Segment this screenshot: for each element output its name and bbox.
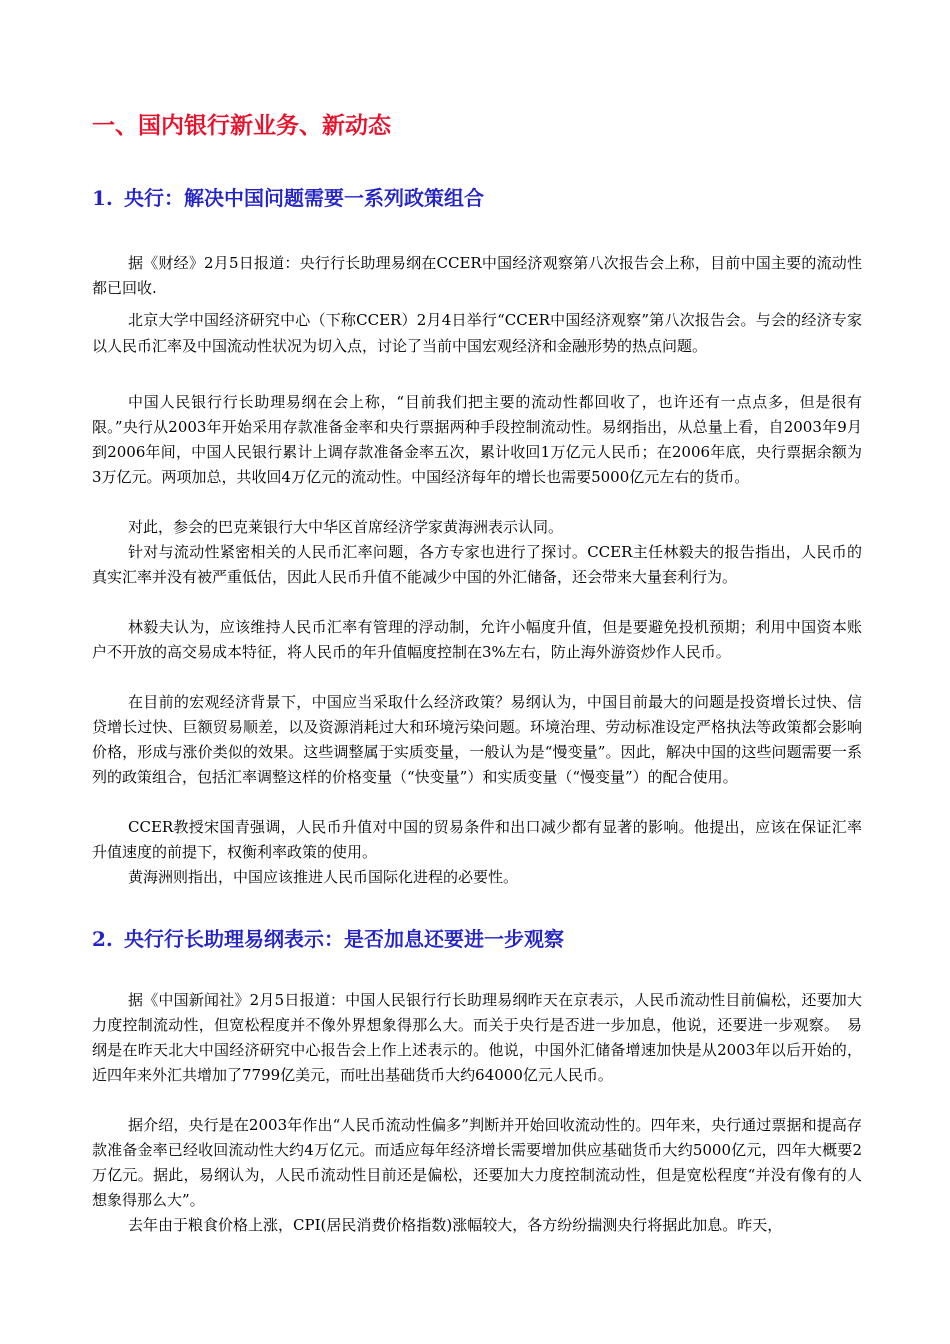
article-1-paragraph: 中国人民银行行长助理易纲在会上称，“目前我们把主要的流动性都回收了，也许还有一点点多，但是很有限。”央行从2003年开始采用存款准备金率和央行票据两种手段控制流动性。易纲指出，从总量上看，自2003年9月到2006年间，中国人民银行累计上调存款准备金率五次，累计收回1万亿元人民币；在2006年底，央行票据余额为3万亿元。两项加总，共收回4万亿元的流动性。中国经济每年的增长也需要5000亿元左右的货币。 xyxy=(92,393,862,486)
article-1-paragraph: 黄海洲则指出，中国应该推进人民币国际化进程的必要性。 xyxy=(128,868,519,886)
article-1-paragraph: 北京大学中国经济研究中心（下称CCER）2月4日举行“CCER中国经济观察”第八次报告会。与会的经济专家以人民币汇率及中国流动性状况为切入点，讨论了当前中国宏观经济和金融形势的热点问题。 xyxy=(92,311,862,355)
section-title: 一、国内银行新业务、新动态 xyxy=(92,112,391,139)
article-1-paragraph: 在目前的宏观经济背景下，中国应当采取什么经济政策？易纲认为，中国目前最大的问题是投资增长过快、信贷增长过快、巨额贸易顺差，以及资源消耗过大和环境污染问题。环境治理、劳动标准设定严格执法等政策都会影响价格，形成与涨价类似的效果。这些调整属于实质变量，一般认为是“慢变量”。因此，解决中国的这些问题需要一系列的政策组合，包括汇率调整这样的价格变量（“快变量”）和实质变量（“慢变量”）的配合使用。 xyxy=(92,693,862,786)
article-2-paragraph: 据《中国新闻社》2月5日报道：中国人民银行行长助理易纲昨天在京表示，人民币流动性目前偏松，还要加大力度控制流动性，但宽松程度并不像外界想象得那么大。而关于央行是否进一步加息，他说，还要进一步观察。 易纲是在昨天北大中国经济研究中心报告会上作上述表示的。他说，中国外汇储备增速加快是从2003年以后开始的，近四年来外汇共增加了7799亿美元，而吐出基础货币大约64000亿元人民币。 xyxy=(92,991,862,1084)
article-2-paragraph: 据介绍，央行是在2003年作出“人民币流动性偏多”判断并开始回收流动性的。四年来，央行通过票据和提高存款准备金率已经收回流动性大约4万亿元。而适应每年经济增长需要增加供应基础货币大约5000亿元，四年大概要2万亿元。据此，易纲认为，人民币流动性目前还是偏松，还要加大力度控制流动性，但是宽松程度“并没有像有的人想象得那么大”。 xyxy=(92,1116,862,1209)
article-1-paragraph: 林毅夫认为，应该维持人民币汇率有管理的浮动制，允许小幅度升值，但是要避免投机预期；利用中国资本账户不开放的高交易成本特征，将人民币的年升值幅度控制在3%左右，防止海外游资炒作人民币。 xyxy=(92,618,862,661)
article-1-paragraph: 据《财经》2月5日报道：央行行长助理易纲在CCER中国经济观察第八次报告会上称，目前中国主要的流动性都已回收. xyxy=(92,254,862,297)
article-2-heading xyxy=(92,925,564,953)
article-1-heading xyxy=(92,184,484,212)
article-2-number: 2. xyxy=(92,927,113,951)
article-1-paragraph: 对此，参会的巴克莱银行大中华区首席经济学家黄海洲表示认同。 xyxy=(128,518,564,536)
article-2-paragraph: 去年由于粮食价格上涨，CPI(居民消费价格指数)涨幅较大，各方纷纷揣测央行将据此加息。昨天， xyxy=(128,1216,783,1234)
article-1-paragraph: 针对与流动性紧密相关的人民币汇率问题，各方专家也进行了探讨。CCER主任林毅夫的报告指出，人民币的真实汇率并没有被严重低估，因此人民币升值不能减少中国的外汇储备，还会带来大量套利行为。 xyxy=(92,543,862,586)
article-1-paragraph: CCER教授宋国青强调，人民币升值对中国的贸易条件和出口减少都有显著的影响。他提出，应该在保证汇率升值速度的前提下，权衡利率政策的使用。 xyxy=(92,818,862,861)
article-1-number: 1. xyxy=(92,186,113,210)
article-2-title: 央行行长助理易纲表示：是否加息还要进一步观察 xyxy=(124,927,564,951)
article-1-title: 央行：解决中国问题需要一系列政策组合 xyxy=(124,186,484,210)
